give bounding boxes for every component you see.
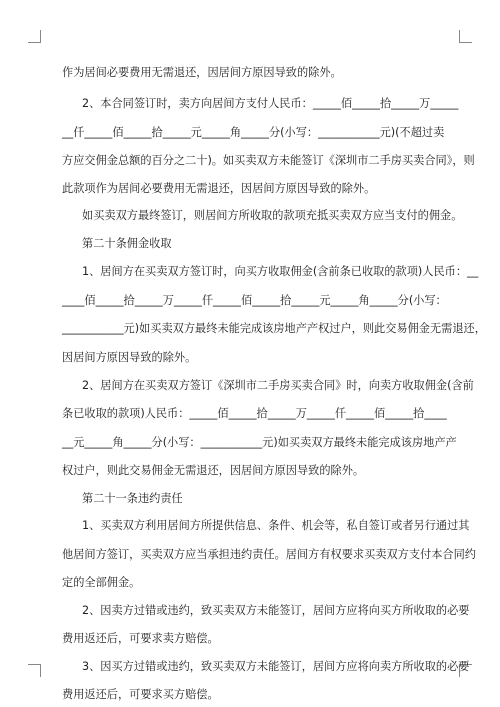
text-line: 1、买卖双方利用居间方所提供信息、条件、机会等，私自签订或者另行通过其 [82,519,470,532]
text-line: __元_____角_____分(小写：___________元)如买卖双方最终未能完成该房地产产 [62,436,457,449]
section-heading: 第二十一条违约责任 [82,492,183,505]
text-line: 1、居间方在买卖双方签订时，向买方收取佣金(含前条已收取的款项)人民币：__ [82,265,479,278]
text-line: ____佰_____拾_____万_____仟_____佰_____拾_____元_____角_____分(小写： [62,294,447,307]
text-line: 权过户，则此交易佣金无需退还，因居间方原因导致的除外。 [62,464,365,477]
text-line: 2、居间方在买卖双方签订《深圳市二手房买卖合同》时，向卖方收取佣金(含前 [82,379,474,392]
text-line: 因居间方原因导致的除外。 [62,351,197,364]
text-line: 2、本合同签订时，卖方向居间方支付人民币：_____佰_____拾_____万_____ [82,97,459,110]
text-line: ___________元)如买卖双方最终未能完成该房地产产权过户，则此交易佣金无需退还， [62,322,486,335]
text-line: 他居间方签订，买卖双方应当承担违约责任。居间方有权要求买卖双方支付本合同约 [62,548,476,561]
crop-mark-bottom-left [28,664,41,677]
text-line: 如买卖双方最终签订，则居间方所收取的款项充抵买卖双方应当支付的佣金。 [82,209,463,222]
crop-mark-top-left [28,30,41,43]
text-line: 定的全部佣金。 [62,576,141,589]
section-heading: 第二十条佣金收取 [82,237,172,250]
text-line: 费用返还后，可要求卖方赔偿。 [62,632,219,645]
text-line: 条已收取的款项)人民币：_____佰_____拾_____万_____仟_____佰_____拾____ [62,407,447,420]
crop-mark-top-right [459,30,472,43]
text-line: 作为居间必要费用无需退还，因居间方原因导致的除外。 [62,66,342,79]
text-line: __仟_____佰_____拾_____元_____角_____分(小写：___________元)(不超过卖 [62,126,445,139]
text-line: 3、因买方过错或违约，致买卖双方未能签订，居间方应将向卖方所收取的必要 [82,660,470,673]
text-line: 此款项作为居间必要费用无需退还，因居间方原因导致的除外。 [62,182,376,195]
text-line: 方应交佣金总额的百分之二十)。如买卖双方未能签订《深圳市二手房买卖合同》，则 [62,154,475,167]
text-line: 费用返还后，可要求买方赔偿。 [62,688,219,701]
text-line: 2、因卖方过错或违约，致买卖双方未能签订，居间方应将向买方所收取的必要 [82,604,470,617]
